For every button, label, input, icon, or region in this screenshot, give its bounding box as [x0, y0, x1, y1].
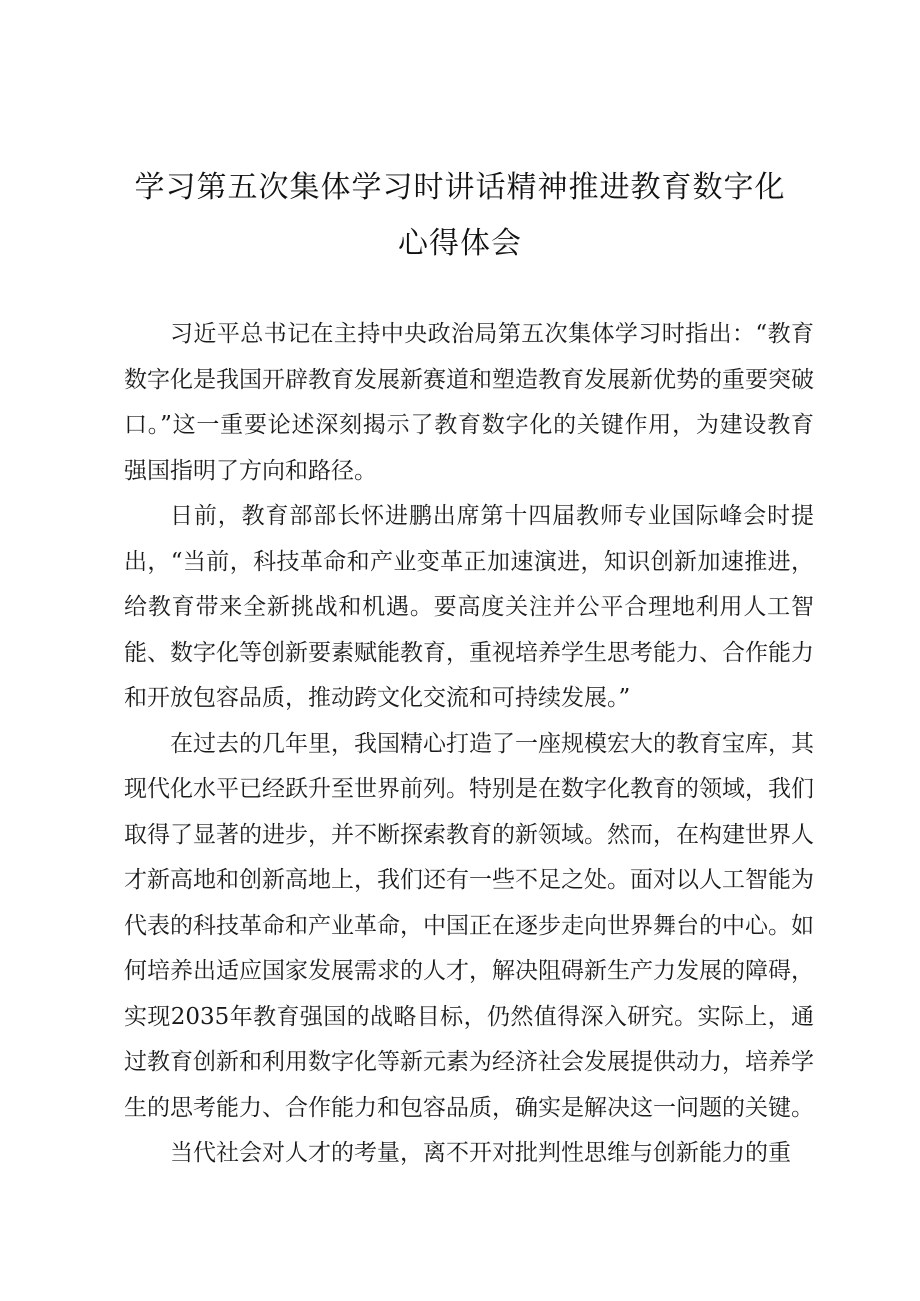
- paragraph-4: 当代社会对人才的考量，离不开对批判性思维与创新能力的重: [170, 1140, 791, 1166]
- paragraph-3: 在过去的几年里，我国精心打造了一座规模宏大的教育宝库，其现代化水平已经跃升至世界前列。特别是在数字化教育的领域，我们取得了显著的进步，并不断探索教育的新领域。然而，在构建世界人才新高地和创新高地上，我们还有一些不足之处。面对以人工智能为代表的科技革命和产业革命，中国正在逐步走向世界舞台的中心。如何培养出适应国家发展需求的人才，解决阻碍新生产力发展的障碍，实现2035年教育强国的战略目标，仍然值得深入研究。实际上，通过教育创新和利用数字化等新元素为经济社会发展提供动力，培养学生的思考能力、合作能力和包容品质，确实是解决这一问题的关键。: [124, 730, 814, 1121]
- paragraph-1: 习近平总书记在主持中央政治局第五次集体学习时指出：“教育数字化是我国开辟教育发展新赛道和塑造教育发展新优势的重要突破口。”这一重要论述深刻揭示了教育数字化的关键作用，为建设教育强国指明了方向和路径。: [124, 321, 814, 484]
- document-body: [124, 312, 814, 1177]
- paragraph-2: 日前，教育部部长怀进鹏出席第十四届教师专业国际峰会时提出，“当前，科技革命和产业变革正加速演进，知识创新加速推进，给教育带来全新挑战和机遇。要高度关注并公平合理地利用人工智能、数字化等创新要素赋能教育，重视培养学生思考能力、合作能力和开放包容品质，推动跨文化交流和可持续发展。”: [124, 503, 814, 711]
- document-title: 学习第五次集体学习时讲话精神推进教育数字化心得体会: [134, 170, 786, 261]
